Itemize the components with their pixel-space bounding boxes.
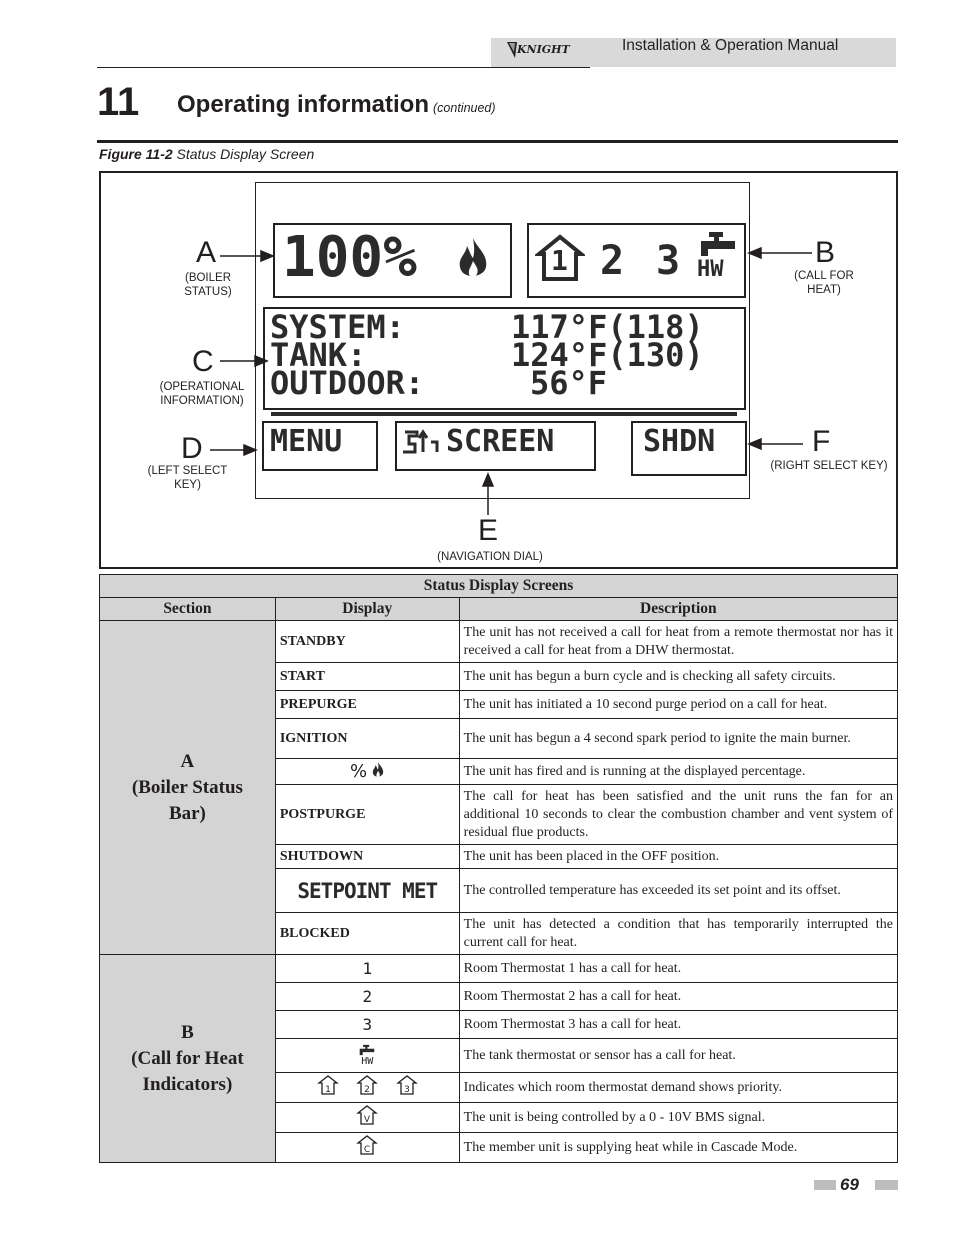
callout-a-letter: A (196, 236, 217, 269)
right-key-label: SHDN (643, 424, 716, 459)
op-line-2-label: TANK: (270, 336, 367, 374)
desc-standby: The unit has not received a call for heat from a remote thermostat nor has it received a call for heat from a DHW thermostat. (459, 621, 897, 663)
display-zone-3 (275, 1011, 459, 1039)
faucet-small-icon (357, 1044, 377, 1056)
display-start: START (275, 663, 459, 691)
center-key-label: SCREEN (446, 424, 555, 459)
desc-cascade: The member unit is supplying heat while in Cascade Mode. (459, 1133, 897, 1163)
zone-3-digit: 3 (362, 1014, 373, 1034)
house-priority-2-icon (356, 1084, 378, 1099)
callout-b-line2: HEAT) (807, 284, 841, 296)
section-b-line2: Indicators) (142, 1073, 233, 1095)
chapter-continued: (continued) (433, 101, 496, 115)
op-line-1-label: SYSTEM: (270, 308, 405, 346)
display-shutdown: SHUTDOWN (275, 845, 459, 869)
desc-prepurge: The unit has initiated a 10 second purge period on a call for heat. (459, 691, 897, 719)
callout-f-letter: F (812, 425, 831, 458)
zone-1-digit: 1 (362, 958, 373, 978)
zone-1: 1 (551, 244, 568, 277)
callout-b-caption (788, 269, 860, 297)
house-c-icon (356, 1144, 378, 1159)
desc-zone-3: Room Thermostat 3 has a call for heat. (459, 1011, 897, 1039)
figure-caption-text: Status Display Screen (176, 146, 315, 162)
display-blocked: BLOCKED (275, 913, 459, 955)
callout-e-line1: (NAVIGATION DIAL) (437, 551, 543, 563)
svg-text:V: V (364, 1115, 371, 1125)
table-title: Status Display Screens (100, 575, 898, 598)
svg-text:C: C (364, 1145, 371, 1155)
section-b-cell (100, 955, 276, 1163)
display-ignition: IGNITION (275, 719, 459, 759)
chapter-number: 11 (97, 80, 140, 124)
house-v-icon (356, 1114, 378, 1129)
desc-bms: The unit is being controlled by a 0 - 10V BMS signal. (459, 1103, 897, 1133)
section-a-line1: (Boiler Status (131, 776, 243, 798)
display-zone-2 (275, 983, 459, 1011)
desc-postpurge: The call for heat has been satisfied and the unit runs the fan for an additional 10 seconds to clear the combustion chamber and vent system of residual flue products. (459, 785, 897, 845)
page-bar-left (814, 1180, 836, 1190)
setpoint-met-text: SETPOINT MET (297, 878, 438, 903)
callout-d-line2: KEY) (174, 479, 201, 491)
desc-zone-1: Room Thermostat 1 has a call for heat. (459, 955, 897, 983)
zone-2-digit: 2 (362, 986, 373, 1006)
callout-d-caption (140, 464, 235, 492)
page-bar-right (875, 1180, 898, 1190)
house-priority-3-icon (396, 1084, 418, 1099)
callout-c-letter: C (192, 345, 214, 378)
col-header-display: Display (275, 598, 459, 621)
flame-small-icon (371, 761, 385, 779)
callout-b-letter: B (815, 236, 836, 269)
svg-text:2: 2 (364, 1085, 371, 1095)
figure-label: Figure 11-2 (99, 146, 173, 162)
svg-text:3: 3 (403, 1085, 410, 1095)
callout-f-line1: (RIGHT SELECT KEY) (770, 460, 888, 472)
zone-3: 3 (656, 238, 681, 284)
callout-f-caption (762, 459, 896, 473)
callout-c-line1: (OPERATIONAL (159, 381, 245, 393)
op-line-1-value: 117°F(118) (511, 308, 704, 346)
desc-shutdown: The unit has been placed in the OFF position. (459, 845, 897, 869)
desc-start: The unit has begun a burn cycle and is checking all safety circuits. (459, 663, 897, 691)
desc-zone-2: Room Thermostat 2 has a call for heat. (459, 983, 897, 1011)
section-b-letter: B (181, 1021, 194, 1043)
section-a-cell (100, 621, 276, 955)
chapter-title-text: Operating information (177, 91, 429, 118)
display-standby: STANDBY (275, 621, 459, 663)
section-a-letter: A (180, 750, 195, 772)
desc-ignition: The unit has begun a 4 second spark period to ignite the main burner. (459, 719, 897, 759)
callout-d-letter: D (181, 432, 203, 465)
callout-a-line1: (BOILER (184, 272, 231, 284)
display-percent (275, 759, 459, 785)
op-line-3-label: OUTDOOR: (270, 364, 425, 402)
op-line-3-value: 56°F (530, 364, 608, 402)
callout-b-line1: (CALL FOR (794, 270, 854, 282)
desc-hw: The tank thermostat or sensor has a call for heat. (459, 1039, 897, 1073)
percent-symbol: % (349, 761, 368, 782)
boiler-status-value: 100% (282, 225, 417, 290)
hw-small-label: HW (361, 1056, 374, 1067)
display-priority (275, 1073, 459, 1103)
display-setpoint-met (275, 869, 459, 913)
col-header-section: Section (100, 598, 276, 621)
col-header-description: Description (459, 598, 897, 621)
callout-d-line1: (LEFT SELECT (147, 465, 228, 477)
svg-text:KNIGHT: KNIGHT (517, 43, 570, 56)
zone-2: 2 (600, 238, 625, 284)
hw-label: HW (697, 257, 724, 282)
desc-priority: Indicates which room thermostat demand shows priority. (459, 1073, 897, 1103)
display-bms (275, 1103, 459, 1133)
callout-a-caption (172, 271, 244, 299)
display-postpurge: POSTPURGE (275, 785, 459, 845)
callout-e-caption (425, 550, 555, 564)
section-b-line1: (Call for Heat (131, 1047, 244, 1069)
desc-blocked: The unit has detected a condition that has temporarily interrupted the current call for heat. (459, 913, 897, 955)
callout-e-letter: E (478, 514, 499, 547)
callout-c-line2: INFORMATION) (160, 395, 244, 407)
display-prepurge: PREPURGE (275, 691, 459, 719)
op-line-2-value: 124°F(130) (511, 336, 704, 374)
left-key-label: MENU (270, 424, 343, 459)
display-zone-1 (275, 955, 459, 983)
status-display-table (99, 574, 898, 1163)
house-priority-1-icon (317, 1084, 339, 1099)
display-cascade (275, 1133, 459, 1163)
svg-text:1: 1 (324, 1085, 331, 1095)
desc-percent: The unit has fired and is running at the displayed percentage. (459, 759, 897, 785)
manual-title: Installation & Operation Manual (622, 37, 839, 54)
callout-a-line2: STATUS) (184, 286, 232, 298)
display-hw (275, 1039, 459, 1073)
callout-c-caption (152, 380, 252, 408)
page-number: 69 (840, 1175, 859, 1194)
callout-arrows (0, 0, 954, 600)
section-a-line2: Bar) (168, 802, 206, 824)
desc-setpoint-met: The controlled temperature has exceeded its set point and its offset. (459, 869, 897, 913)
